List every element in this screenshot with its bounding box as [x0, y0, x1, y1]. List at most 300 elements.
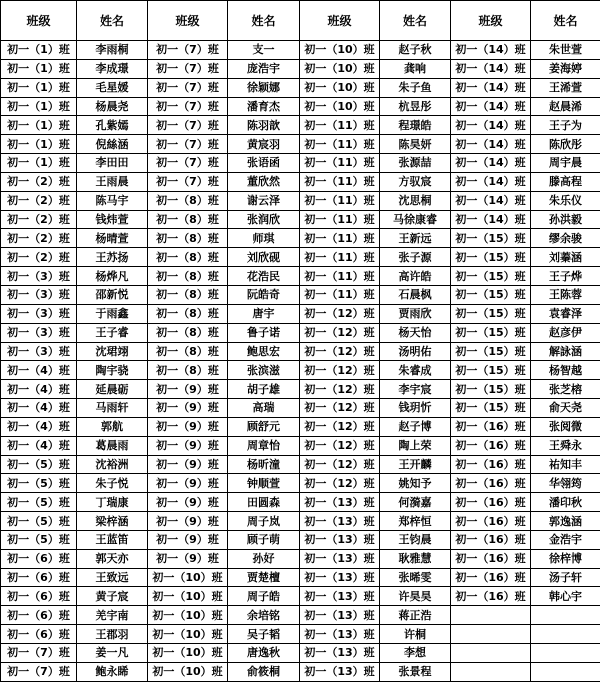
student-name-cell: 贾雨欣: [380, 304, 451, 323]
class-cell: 初一（12）班: [300, 436, 380, 455]
student-name-cell: 朱子悦: [77, 474, 148, 493]
class-cell: 初一（14）班: [451, 97, 531, 116]
class-cell: 初一（12）班: [300, 417, 380, 436]
student-name-cell: 李成璟: [77, 59, 148, 78]
class-cell: 初一（10）班: [148, 644, 228, 663]
class-cell: 初一（15）班: [451, 248, 531, 267]
student-name-cell: 陶上荣: [380, 436, 451, 455]
class-cell: 初一（15）班: [451, 323, 531, 342]
class-cell: 初一（15）班: [451, 304, 531, 323]
class-cell: [451, 644, 531, 663]
student-name-cell: 王舜永: [531, 436, 600, 455]
student-name-cell: 袁睿泽: [531, 304, 600, 323]
student-name-cell: 钟顺萱: [228, 474, 300, 493]
class-cell: 初一（2）班: [1, 210, 77, 229]
class-cell: 初一（11）班: [300, 285, 380, 304]
student-name-cell: 金浩宇: [531, 530, 600, 549]
student-name-cell: 胡子雄: [228, 380, 300, 399]
student-name-cell: 陈马宇: [77, 191, 148, 210]
class-cell: 初一（11）班: [300, 172, 380, 191]
class-cell: 初一（2）班: [1, 248, 77, 267]
student-name-cell: 李宇宸: [380, 380, 451, 399]
class-cell: 初一（12）班: [300, 304, 380, 323]
class-cell: 初一（9）班: [148, 436, 228, 455]
class-cell: 初一（10）班: [148, 625, 228, 644]
class-cell: 初一（14）班: [451, 191, 531, 210]
class-cell: 初一（9）班: [148, 530, 228, 549]
class-cell: 初一（9）班: [148, 417, 228, 436]
class-cell: 初一（10）班: [148, 587, 228, 606]
student-name-cell: 何漪嘉: [380, 493, 451, 512]
student-name-cell: 郑梓恒: [380, 512, 451, 531]
table-row: [1, 606, 600, 625]
student-name-cell: 姚知予: [380, 474, 451, 493]
table-row: [1, 568, 600, 587]
student-name-cell: 马雨轩: [77, 399, 148, 418]
class-cell: 初一（11）班: [300, 154, 380, 173]
student-name-cell: 姜海婷: [531, 59, 600, 78]
class-cell: 初一（7）班: [148, 78, 228, 97]
class-cell: 初一（6）班: [1, 549, 77, 568]
student-name-cell: 刘蓁涵: [531, 248, 600, 267]
student-name-cell: 王苏扬: [77, 248, 148, 267]
student-name-cell: 邵新悦: [77, 285, 148, 304]
student-name-cell: 李田田: [77, 154, 148, 173]
student-name-cell: 倪絲涵: [77, 135, 148, 154]
class-cell: 初一（8）班: [148, 361, 228, 380]
class-cell: [451, 662, 531, 681]
class-cell: 初一（8）班: [148, 191, 228, 210]
class-cell: 初一（1）班: [1, 97, 77, 116]
student-name-cell: 韩心宇: [531, 587, 600, 606]
class-cell: 初一（1）班: [1, 135, 77, 154]
table-row: [1, 285, 600, 304]
class-header: 班级: [451, 1, 531, 41]
student-name-cell: 蒋正浩: [380, 606, 451, 625]
class-cell: 初一（7）班: [1, 662, 77, 681]
student-name-cell: 赵子博: [380, 417, 451, 436]
class-cell: 初一（13）班: [300, 625, 380, 644]
student-name-cell: 庞浩宇: [228, 59, 300, 78]
student-name-cell: [531, 644, 600, 663]
class-cell: 初一（4）班: [1, 361, 77, 380]
student-name-cell: 滕高程: [531, 172, 600, 191]
student-name-cell: 郭逸涵: [531, 512, 600, 531]
class-cell: 初一（16）班: [451, 512, 531, 531]
class-cell: 初一（7）班: [148, 116, 228, 135]
student-name-cell: 黄宸羽: [228, 135, 300, 154]
class-cell: 初一（3）班: [1, 304, 77, 323]
table-row: [1, 417, 600, 436]
student-name-cell: 张润欣: [228, 210, 300, 229]
class-cell: 初一（6）班: [1, 606, 77, 625]
table-row: [1, 267, 600, 286]
class-cell: 初一（5）班: [1, 474, 77, 493]
student-name-cell: 缪余骏: [531, 229, 600, 248]
class-cell: 初一（15）班: [451, 267, 531, 286]
student-name-cell: 徐颖娜: [228, 78, 300, 97]
student-name-cell: 王致远: [77, 568, 148, 587]
class-header: 班级: [300, 1, 380, 41]
student-name-cell: 沈思桐: [380, 191, 451, 210]
class-cell: 初一（10）班: [148, 606, 228, 625]
class-cell: 初一（9）班: [148, 455, 228, 474]
student-name-cell: 张晞雯: [380, 568, 451, 587]
student-name-cell: 唐逸秋: [228, 644, 300, 663]
class-cell: 初一（4）班: [1, 399, 77, 418]
student-name-cell: 赵子秋: [380, 41, 451, 60]
table-row: [1, 342, 600, 361]
student-name-cell: 高许皓: [380, 267, 451, 286]
class-cell: 初一（9）班: [148, 549, 228, 568]
class-cell: 初一（14）班: [451, 78, 531, 97]
student-name-cell: 郭航: [77, 417, 148, 436]
class-cell: 初一（12）班: [300, 399, 380, 418]
class-cell: 初一（11）班: [300, 191, 380, 210]
class-cell: 初一（10）班: [148, 662, 228, 681]
student-name-cell: 王钧晨: [380, 530, 451, 549]
class-cell: 初一（3）班: [1, 323, 77, 342]
class-cell: 初一（7）班: [148, 172, 228, 191]
class-cell: 初一（14）班: [451, 172, 531, 191]
class-cell: 初一（3）班: [1, 342, 77, 361]
class-cell: 初一（3）班: [1, 285, 77, 304]
student-name-cell: 杨天怡: [380, 323, 451, 342]
student-name-cell: 杨昕潼: [228, 455, 300, 474]
class-cell: 初一（7）班: [1, 644, 77, 663]
student-name-cell: 鲍永睎: [77, 662, 148, 681]
class-cell: 初一（7）班: [148, 154, 228, 173]
student-name-cell: 朱世萱: [531, 41, 600, 60]
class-cell: 初一（10）班: [148, 568, 228, 587]
class-cell: 初一（15）班: [451, 285, 531, 304]
class-cell: 初一（7）班: [148, 97, 228, 116]
table-row: [1, 41, 600, 60]
student-name-cell: 王子睿: [77, 323, 148, 342]
class-cell: 初一（10）班: [300, 59, 380, 78]
class-cell: 初一（7）班: [148, 135, 228, 154]
class-cell: 初一（8）班: [148, 267, 228, 286]
table-row: [1, 172, 600, 191]
class-cell: 初一（4）班: [1, 380, 77, 399]
class-cell: 初一（1）班: [1, 154, 77, 173]
student-name-cell: 刘欣砚: [228, 248, 300, 267]
student-name-cell: 王新远: [380, 229, 451, 248]
class-cell: 初一（11）班: [300, 116, 380, 135]
table-row: [1, 436, 600, 455]
student-name-cell: 黄子宸: [77, 587, 148, 606]
table-row: [1, 512, 600, 531]
table-row: [1, 644, 600, 663]
student-name-cell: 许昊昊: [380, 587, 451, 606]
class-cell: 初一（9）班: [148, 512, 228, 531]
student-name-cell: 张阅微: [531, 417, 600, 436]
class-cell: 初一（2）班: [1, 191, 77, 210]
student-name-cell: 董欣然: [228, 172, 300, 191]
student-name-cell: 李想: [380, 644, 451, 663]
student-name-cell: 程璟皓: [380, 116, 451, 135]
student-name-cell: 师琪: [228, 229, 300, 248]
table-row: [1, 304, 600, 323]
table-row: [1, 493, 600, 512]
student-name-cell: 张芝榕: [531, 380, 600, 399]
class-cell: 初一（13）班: [300, 493, 380, 512]
class-cell: 初一（11）班: [300, 229, 380, 248]
class-cell: 初一（1）班: [1, 41, 77, 60]
class-cell: 初一（16）班: [451, 530, 531, 549]
class-cell: 初一（11）班: [300, 248, 380, 267]
student-name-cell: 谢云泽: [228, 191, 300, 210]
student-name-cell: 许桐: [380, 625, 451, 644]
class-cell: 初一（8）班: [148, 248, 228, 267]
student-name-cell: 葛晨雨: [77, 436, 148, 455]
class-cell: 初一（5）班: [1, 512, 77, 531]
class-cell: 初一（9）班: [148, 493, 228, 512]
table-row: [1, 361, 600, 380]
student-name-cell: 方驭宸: [380, 172, 451, 191]
student-name-cell: 杨智越: [531, 361, 600, 380]
class-cell: 初一（15）班: [451, 399, 531, 418]
class-cell: 初一（11）班: [300, 267, 380, 286]
student-name-cell: 潘育杰: [228, 97, 300, 116]
table-row: [1, 191, 600, 210]
table-row: [1, 399, 600, 418]
table-row: [1, 59, 600, 78]
header-row: [1, 1, 600, 41]
student-name-cell: 周子皓: [228, 587, 300, 606]
class-cell: 初一（10）班: [300, 78, 380, 97]
class-cell: 初一（14）班: [451, 135, 531, 154]
student-name-cell: 孔紫嫣: [77, 116, 148, 135]
name-header: 姓名: [228, 1, 300, 41]
class-cell: 初一（10）班: [300, 41, 380, 60]
table-row: [1, 210, 600, 229]
student-name-cell: 羌宇南: [77, 606, 148, 625]
class-cell: 初一（5）班: [1, 455, 77, 474]
roster-body: [1, 41, 600, 682]
student-name-cell: 石晨枫: [380, 285, 451, 304]
class-cell: 初一（13）班: [300, 662, 380, 681]
class-cell: 初一（1）班: [1, 116, 77, 135]
student-name-cell: [531, 606, 600, 625]
student-name-cell: 周宇晨: [531, 154, 600, 173]
class-cell: 初一（16）班: [451, 455, 531, 474]
student-name-cell: 杭昱彤: [380, 97, 451, 116]
class-cell: 初一（5）班: [1, 493, 77, 512]
class-cell: 初一（14）班: [451, 210, 531, 229]
student-name-cell: 梁梓涵: [77, 512, 148, 531]
student-name-cell: 陈羽歆: [228, 116, 300, 135]
student-name-cell: 俞筱桐: [228, 662, 300, 681]
class-cell: 初一（6）班: [1, 568, 77, 587]
class-cell: 初一（2）班: [1, 172, 77, 191]
class-cell: 初一（12）班: [300, 323, 380, 342]
class-cell: 初一（15）班: [451, 342, 531, 361]
table-row: [1, 455, 600, 474]
student-name-cell: 陶宇骁: [77, 361, 148, 380]
class-cell: 初一（12）班: [300, 380, 380, 399]
class-cell: 初一（16）班: [451, 587, 531, 606]
student-name-cell: 王雨晨: [77, 172, 148, 191]
student-name-cell: 顾舒元: [228, 417, 300, 436]
class-cell: 初一（12）班: [300, 455, 380, 474]
student-name-cell: 沈裕洲: [77, 455, 148, 474]
class-cell: 初一（12）班: [300, 474, 380, 493]
student-name-cell: 鲍思宏: [228, 342, 300, 361]
class-cell: 初一（15）班: [451, 361, 531, 380]
student-name-cell: 朱子鱼: [380, 78, 451, 97]
class-cell: [451, 625, 531, 644]
student-name-cell: 赵彦伊: [531, 323, 600, 342]
class-cell: 初一（7）班: [148, 59, 228, 78]
student-name-cell: [531, 625, 600, 644]
table-row: [1, 625, 600, 644]
student-name-cell: 郭天亦: [77, 549, 148, 568]
student-name-cell: 王浠萱: [531, 78, 600, 97]
class-cell: 初一（9）班: [148, 474, 228, 493]
student-name-cell: 耿雅慧: [380, 549, 451, 568]
table-row: [1, 662, 600, 681]
student-name-cell: 马徐康睿: [380, 210, 451, 229]
student-name-cell: 于雨鑫: [77, 304, 148, 323]
student-name-cell: 延晨砺: [77, 380, 148, 399]
class-cell: 初一（16）班: [451, 493, 531, 512]
class-cell: [451, 606, 531, 625]
class-cell: 初一（3）班: [1, 267, 77, 286]
class-cell: 初一（9）班: [148, 380, 228, 399]
student-name-cell: 支一: [228, 41, 300, 60]
class-cell: 初一（11）班: [300, 210, 380, 229]
class-cell: 初一（14）班: [451, 116, 531, 135]
class-cell: 初一（13）班: [300, 512, 380, 531]
name-header: 姓名: [531, 1, 600, 41]
name-header: 姓名: [380, 1, 451, 41]
class-cell: 初一（15）班: [451, 229, 531, 248]
table-row: [1, 135, 600, 154]
student-name-cell: 陈欣彤: [531, 135, 600, 154]
class-cell: 初一（16）班: [451, 568, 531, 587]
student-name-cell: 祐知丰: [531, 455, 600, 474]
class-cell: 初一（4）班: [1, 417, 77, 436]
student-name-cell: 吴子韬: [228, 625, 300, 644]
student-name-cell: 龚响: [380, 59, 451, 78]
student-name-cell: 赵晨浠: [531, 97, 600, 116]
student-name-cell: 周子岚: [228, 512, 300, 531]
student-name-cell: [531, 662, 600, 681]
student-name-cell: 王子烨: [531, 267, 600, 286]
class-cell: 初一（16）班: [451, 549, 531, 568]
student-name-cell: 王子为: [531, 116, 600, 135]
student-name-cell: 李雨桐: [77, 41, 148, 60]
student-name-cell: 张语函: [228, 154, 300, 173]
class-cell: 初一（14）班: [451, 41, 531, 60]
student-name-cell: 王郡羽: [77, 625, 148, 644]
table-row: [1, 116, 600, 135]
class-cell: 初一（8）班: [148, 304, 228, 323]
class-cell: 初一（14）班: [451, 154, 531, 173]
student-name-cell: 陈昊妍: [380, 135, 451, 154]
table-row: [1, 229, 600, 248]
student-name-cell: 王蓝笛: [77, 530, 148, 549]
student-name-cell: 毛星媛: [77, 78, 148, 97]
class-cell: 初一（16）班: [451, 436, 531, 455]
student-name-cell: 周章怡: [228, 436, 300, 455]
student-name-cell: 汤明佑: [380, 342, 451, 361]
class-cell: 初一（8）班: [148, 323, 228, 342]
class-cell: 初一（16）班: [451, 474, 531, 493]
student-name-cell: 朱睿成: [380, 361, 451, 380]
class-cell: 初一（5）班: [1, 530, 77, 549]
student-name-cell: 俞天尧: [531, 399, 600, 418]
student-name-cell: 钱玥忻: [380, 399, 451, 418]
student-name-cell: 张源喆: [380, 154, 451, 173]
student-name-cell: 沈珺翊: [77, 342, 148, 361]
class-cell: 初一（13）班: [300, 530, 380, 549]
student-name-cell: 张滨滋: [228, 361, 300, 380]
table-row: [1, 530, 600, 549]
class-cell: 初一（1）班: [1, 59, 77, 78]
name-header: 姓名: [77, 1, 148, 41]
student-name-cell: 张子源: [380, 248, 451, 267]
student-name-cell: 张景程: [380, 662, 451, 681]
table-row: [1, 587, 600, 606]
class-cell: 初一（13）班: [300, 568, 380, 587]
class-cell: 初一（12）班: [300, 342, 380, 361]
student-name-cell: 王开麟: [380, 455, 451, 474]
class-cell: 初一（12）班: [300, 361, 380, 380]
student-name-cell: 徐梓博: [531, 549, 600, 568]
class-cell: 初一（1）班: [1, 78, 77, 97]
class-cell: 初一（15）班: [451, 380, 531, 399]
student-name-cell: 华翎筠: [531, 474, 600, 493]
student-name-cell: 唐宇: [228, 304, 300, 323]
student-name-cell: 顾子萌: [228, 530, 300, 549]
student-name-cell: 鲁子诺: [228, 323, 300, 342]
class-cell: 初一（13）班: [300, 549, 380, 568]
table-row: [1, 97, 600, 116]
student-name-cell: 孙好: [228, 549, 300, 568]
student-name-cell: 杨烨凡: [77, 267, 148, 286]
class-cell: 初一（16）班: [451, 417, 531, 436]
class-cell: 初一（13）班: [300, 644, 380, 663]
class-header: 班级: [148, 1, 228, 41]
student-name-cell: 潘印秋: [531, 493, 600, 512]
student-name-cell: 田圆森: [228, 493, 300, 512]
class-cell: 初一（13）班: [300, 587, 380, 606]
student-name-cell: 王陈蓉: [531, 285, 600, 304]
class-cell: 初一（8）班: [148, 229, 228, 248]
class-cell: 初一（8）班: [148, 210, 228, 229]
student-name-cell: 阮皓奇: [228, 285, 300, 304]
class-cell: 初一（7）班: [148, 41, 228, 60]
class-cell: 初一（8）班: [148, 342, 228, 361]
table-row: [1, 549, 600, 568]
student-name-cell: 汤子轩: [531, 568, 600, 587]
student-name-cell: 杨晴萱: [77, 229, 148, 248]
student-name-cell: 余培铭: [228, 606, 300, 625]
class-cell: 初一（11）班: [300, 135, 380, 154]
class-cell: 初一（6）班: [1, 587, 77, 606]
table-row: [1, 323, 600, 342]
student-name-cell: 丁瑞康: [77, 493, 148, 512]
class-cell: 初一（8）班: [148, 285, 228, 304]
table-row: [1, 248, 600, 267]
student-name-cell: 解詠涵: [531, 342, 600, 361]
student-name-cell: 花浩民: [228, 267, 300, 286]
student-name-cell: 高瑞: [228, 399, 300, 418]
class-cell: 初一（4）班: [1, 436, 77, 455]
table-row: [1, 78, 600, 97]
